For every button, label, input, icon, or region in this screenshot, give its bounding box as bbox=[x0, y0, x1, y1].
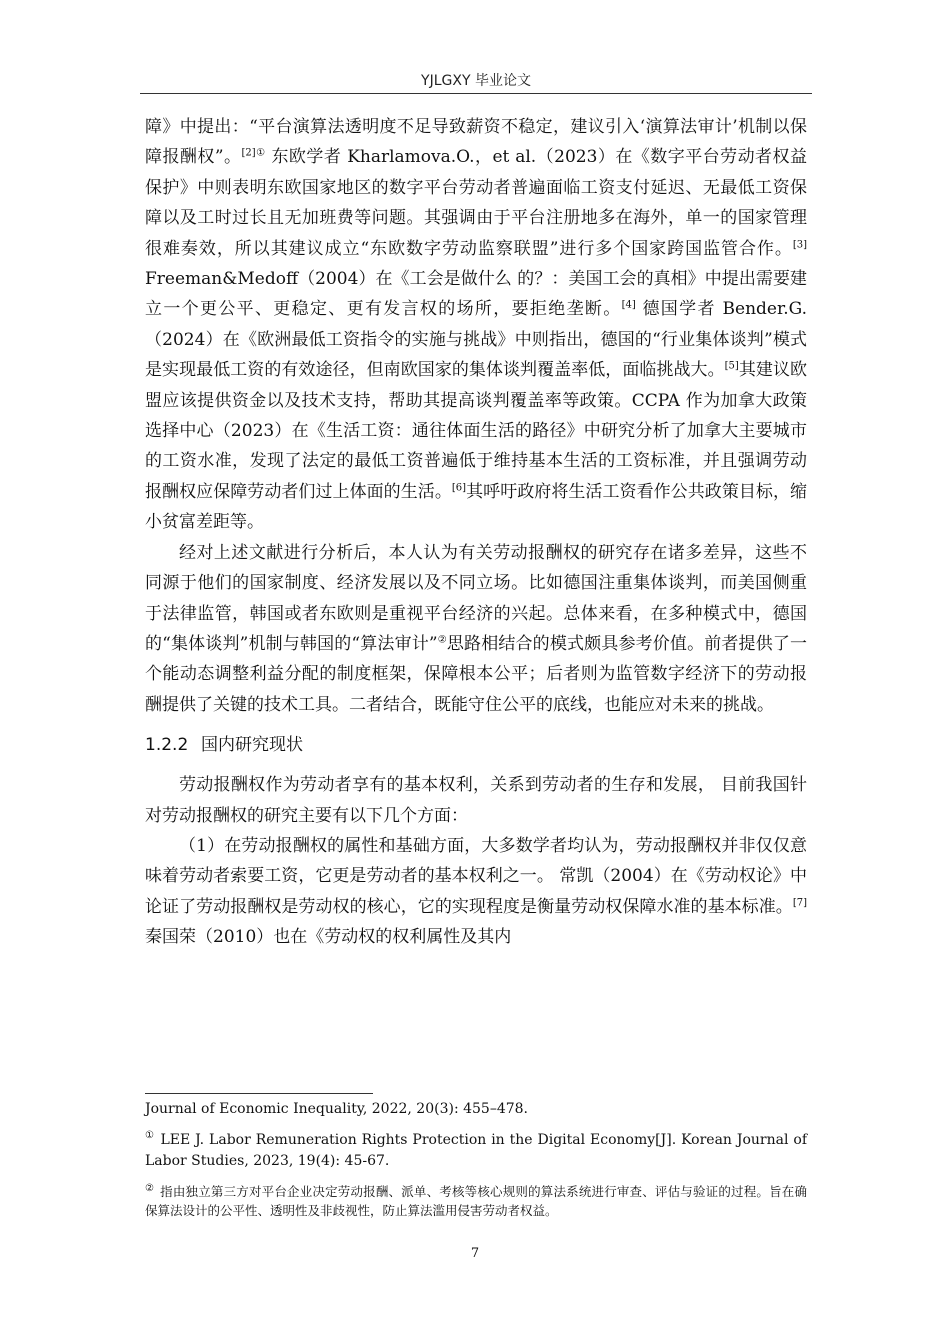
citation-marker: [3] bbox=[792, 238, 807, 250]
paragraph-2 bbox=[145, 538, 807, 720]
text-run: 其建议欧盟应该提供资金以及技术支持，帮助其提高谈判覆盖率等政策。CCPA 作为加拿大政策选择中心（2023）在《生活工资：通往体面生活的路径》中研究分析了加拿大主要城市的工资水准，发现了法定的最低工资普遍低于维持基本生活的工资标准，并且强调劳动报酬权应保障劳动者们过上体面的生活。 bbox=[145, 360, 808, 502]
citation-marker: [2]① bbox=[241, 147, 266, 159]
text-run: 其呼吁政府将生活工资看作公共政策目标，缩小贫富差距等。 bbox=[145, 481, 808, 533]
paragraph-1 bbox=[145, 112, 807, 538]
citation-marker: ② bbox=[437, 634, 447, 646]
section-heading bbox=[145, 730, 807, 760]
footnotes bbox=[145, 1099, 807, 1230]
text-run: 思路相结合的模式颇具参考价值。前者提供了一个能动态调整利益分配的制度框架，保障根本公平；后者则为监管数字经济下的劳动报酬提供了关键的技术工具。二者结合，既能守住公平的底线，也能应对未来的挑战。 bbox=[145, 633, 808, 715]
text-run: 障》中提出：“平台演算法透明度不足导致薪资不稳定，建议引入‘演算法审计’机制以保障报酬权”。 bbox=[145, 117, 807, 168]
footnote-1-text: LEE J. Labor Remuneration Rights Protection in the Digital Economy[J]. Korean Journal of Labor Studies, 2023, 19(4): 45-67. bbox=[145, 1132, 808, 1169]
text-run: 东欧学者 Kharlamova.O.，et al.（2023）在《数字平台劳动者权益保护》中则表明东欧国家地区的数字平台劳动者普遍面临工资支付延迟、无最低工资保障以及工时过长且无加班费等问题。其强调由于平台注册地多在海外，单一的国家管理很难奏效，所以其建议成立“东欧数字劳动监察联盟”进行多个国家跨国监管合作。 bbox=[145, 147, 807, 259]
text-run: 经对上述文献进行分析后，本人认为有关劳动报酬权的研究存在诸多差异，这些不同源于他们的国家制度、经济发展以及不同立场。比如德国注重集体谈判，而美国侧重于法律监管，韩国或者东欧则是重视平台经济的兴起。总体来看，在多种模式中，德国的“集体谈判”机制与韩国的“算法审计” bbox=[145, 542, 807, 654]
section-title: 国内研究现状 bbox=[201, 735, 303, 756]
section-number: 1.2.2 bbox=[145, 735, 189, 756]
paragraph-4 bbox=[145, 831, 807, 953]
footnote-2-text: 指由独立第三方对平台企业决定劳动报酬、派单、考核等核心规则的算法系统进行审查、评估与验证的过程。旨在确保算法设计的公平性、透明性及非歧视性，防止算法滥用侵害劳动者权益。 bbox=[145, 1184, 807, 1218]
footnote-continued: Journal of Economic Inequality, 2022, 20(3): 455–478. bbox=[145, 1101, 529, 1117]
citation-marker: [5] bbox=[724, 360, 739, 372]
header-rule bbox=[140, 93, 812, 94]
text-run: 德国学者 Bender.G.（2024）在《欧洲最低工资指令的实施与挑战》中则指出，德国的“行业集体谈判”模式是实现最低工资的有效途径，但南欧国家的集体谈判覆盖率低，面临挑战大。 bbox=[145, 299, 808, 381]
paragraph-3 bbox=[145, 770, 807, 831]
footnote-1 bbox=[145, 1130, 807, 1172]
citation-marker: [7] bbox=[792, 897, 807, 909]
citation-marker: [4] bbox=[621, 299, 636, 311]
page-number: 7 bbox=[470, 1246, 480, 1261]
text-run: 秦国荣（2010）也在《劳动权的权利属性及其内 bbox=[145, 927, 512, 948]
text-run: Freeman&Medoff（2004）在《工会是做什么 的？：美国工会的真相》中提出需要建立一个更公平、更稳定、更有发言权的场所，要拒绝垄断。 bbox=[145, 269, 807, 320]
page-header: YJLGXY 毕业论文 bbox=[421, 73, 531, 89]
citation-marker: [6] bbox=[451, 482, 467, 494]
footnote-1-mark: ① bbox=[145, 1130, 155, 1142]
footnote-rule bbox=[145, 1093, 373, 1094]
text-run: 劳动报酬权作为劳动者享有的基本权利，关系到劳动者的生存和发展， 目前我国针对劳动报酬权的研究主要有以下几个方面： bbox=[145, 775, 807, 826]
footnote-2 bbox=[145, 1182, 807, 1220]
text-run: （1）在劳动报酬权的属性和基础方面，大多数学者均认为，劳动报酬权并非仅仅意味着劳动者索要工资，它更是劳动者的基本权利之一。 常凯（2004）在《劳动权论》中论证了劳动报酬权是劳动权的核心，它的实现程度是衡量劳动权保障水准的基本标准。 bbox=[145, 835, 807, 917]
body-text bbox=[145, 112, 807, 953]
footnote-2-mark: ② bbox=[145, 1182, 155, 1194]
